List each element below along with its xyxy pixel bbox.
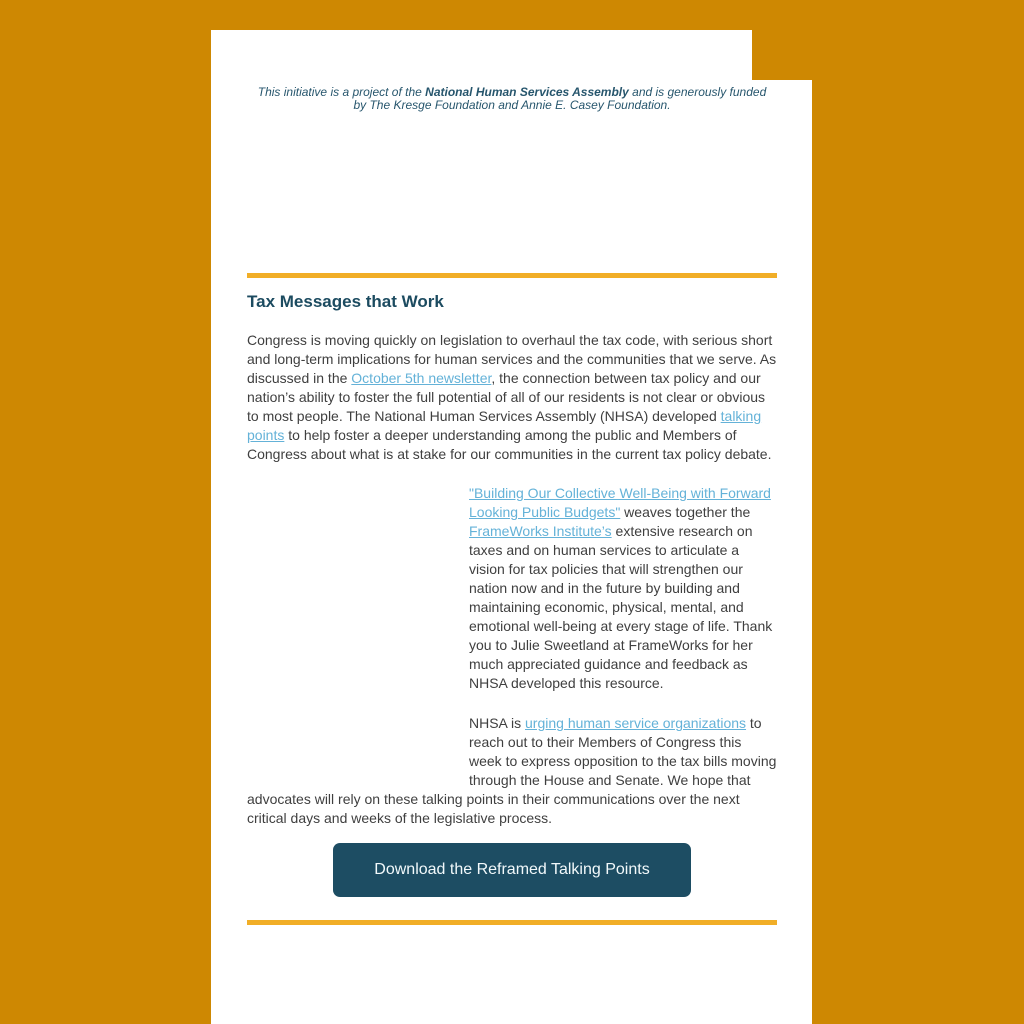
text-segment: This initiative is a project of the xyxy=(257,85,426,99)
resource-section xyxy=(247,484,777,828)
bottom-divider xyxy=(247,920,777,925)
inline-link[interactable]: urging human service organizations xyxy=(525,715,747,731)
text-segment: NHSA is xyxy=(469,715,526,731)
intro-paragraph xyxy=(247,331,777,464)
text-segment: weaves together the xyxy=(620,504,751,520)
text-segment: to reach out to their Members of Congress this week to express opposition to the tax bills moving through the House and Senate. We hope that advocates will rely on these talking points in their communications over the next critical days and weeks of the legislative process. xyxy=(247,715,777,826)
download-button[interactable]: Download the Reframed Talking Points xyxy=(333,843,691,897)
article-title: Tax Messages that Work xyxy=(247,292,444,311)
top-white-strip xyxy=(211,30,752,80)
inline-link[interactable]: FrameWorks Institute’s xyxy=(469,523,612,539)
inline-link[interactable]: October 5th newsletter xyxy=(351,370,492,386)
text-segment: to help foster a deeper understanding among the public and Members of Congress about what is at stake for our communities in the current tax policy debate. xyxy=(247,427,772,462)
image-placeholder xyxy=(247,484,469,785)
header-note xyxy=(247,86,777,112)
email-card xyxy=(211,80,812,1024)
text-segment: , the connection between tax policy and our nation’s ability to foster the full potential of all of our residents is not clear or obvious to most people. The National Human Services Assembly (NHSA) developed xyxy=(247,370,766,424)
inline-link[interactable]: "Building Our Collective Well-Being with Forward Looking Public Budgets" xyxy=(469,485,771,520)
top-divider xyxy=(247,273,777,278)
text-segment: by The Kresge Foundation and Annie E. Casey Foundation. xyxy=(353,98,671,112)
inline-link[interactable]: talking points xyxy=(247,408,762,443)
email-content xyxy=(211,80,812,925)
text-segment: and is generously funded xyxy=(628,85,767,99)
text-segment: extensive research on taxes and on human services to articulate a vision for tax policies that will strengthen our nation now and in the future by building and maintaining economic, physical, mental, and emotional well-being at every stage of life. Thank you to Julie Sweetland at FrameWorks for her much appreciated guidance and feedback as NHSA developed this resource. xyxy=(469,523,773,691)
text-segment: Congress is moving quickly on legislation to overhaul the tax code, with serious short and long-term implications for human services and the communities that we serve. As discussed in the xyxy=(247,332,777,386)
bold-text: National Human Services Assembly xyxy=(425,85,629,99)
button-row xyxy=(247,843,777,897)
